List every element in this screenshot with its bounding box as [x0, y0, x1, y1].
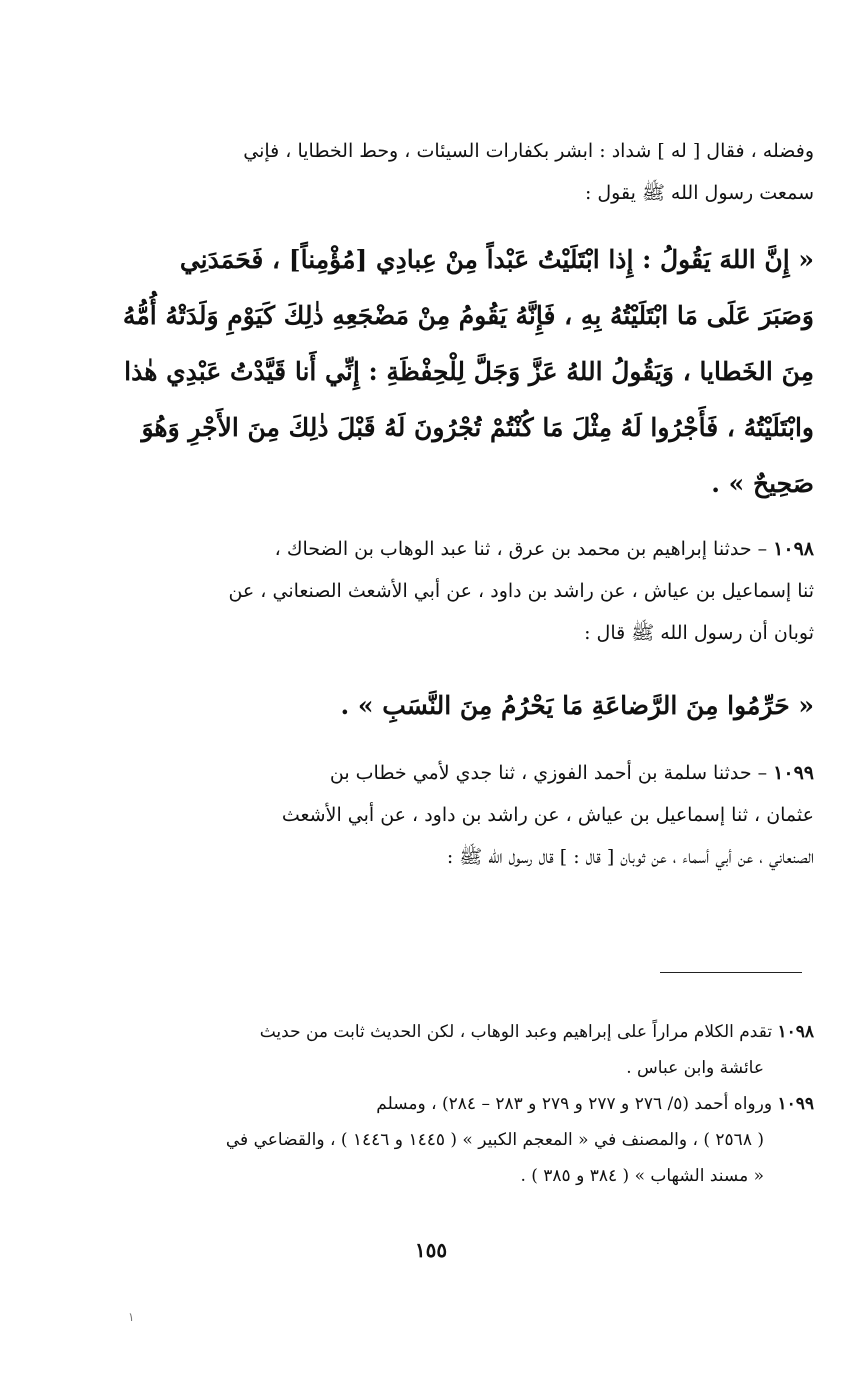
quote-line: « حَرِّمُوا مِنَ الرَّضاعَةِ مَا يَحْرُمُ مِنَ النَّسَبِ » .	[340, 691, 814, 720]
page-number: ١٥٥	[414, 1238, 448, 1262]
quote-line: مِنَ الخَطايا ، وَيَقُولُ اللهُ عَزَّ وَجَلَّ لِلْحِفْظَةِ : إِنِّي أَنا قَيَّدْتُ عَبْدِي هٰذا	[124, 357, 814, 386]
quote-line: وابْتَلَيْتُهُ ، فَأَجْرُوا لَهُ مِثْلَ مَا كُنْتُمْ تُجْرُونَ لَهُ قَبْلَ ذٰلِكَ مِنَ الأَجْرِ وَهُوَ	[141, 413, 814, 442]
quote-line: صَحِيحٌ » .	[711, 469, 814, 498]
footnote-line	[106, 1014, 814, 1050]
footnote-text: تقدم الكلام مراراً على إبراهيم وعبد الوهاب ، لكن الحديث ثابت من حديث	[259, 1022, 773, 1042]
footnote-text: ورواه أحمد (٥/ ٢٧٦ و ٢٧٧ و ٢٧٩ و ٢٨٣ – ٢٨٤) ، ومسلم	[376, 1094, 773, 1114]
text-line: ثنا إسماعيل بن عياش ، عن راشد بن داود ، عن أبي الأشعث الصنعاني ، عن	[228, 580, 814, 602]
footnotes	[106, 1014, 814, 1194]
intro-paragraph	[106, 130, 814, 214]
text-line	[106, 752, 814, 794]
text-line: ثوبان أن رسول الله ﷺ قال :	[584, 622, 814, 644]
hadith-number: ١٠٩٨	[773, 538, 814, 560]
quote-line: « إِنَّ اللهَ يَقُولُ : إِذا ابْتَلَيْتُ عَبْداً مِنْ عِبادِي [مُؤْمِناً] ، فَحَمَدَنِي	[179, 245, 814, 274]
footnote-line	[106, 1086, 814, 1122]
footnote-divider	[660, 972, 802, 973]
text-line: الصنعاني ، عن أبي أسماء ، عن ثوبان [ قال : ] قال رسول الله ﷺ :	[446, 846, 814, 868]
hadith-quote	[106, 680, 814, 732]
margin-mark: ١	[128, 1310, 135, 1324]
hadith-number: ١٠٩٩	[773, 762, 814, 784]
text-line: سمعت رسول الله ﷺ يقول :	[584, 182, 814, 204]
text-line: عثمان ، ثنا إسماعيل بن عياش ، عن راشد بن داود ، عن أبي الأشعث	[281, 804, 814, 826]
footnote-line: « مسند الشهاب » ( ٣٨٤ و ٣٨٥ ) .	[520, 1166, 764, 1186]
footnote-line: ( ٢٥٦٨ ) ، والمصنف في « المعجم الكبير » ( ١٤٤٥ و ١٤٤٦ ) ، والقضاعي في	[225, 1130, 764, 1150]
quote-line: وَصَبَرَ عَلَى مَا ابْتَلَيْتُهُ بِهِ ، فَإِنَّهُ يَقُومُ مِنْ مَضْجَعِهِ ذٰلِكَ كَيَوْمِ وَلَدَتْهُ أُمُّهُ	[122, 301, 814, 330]
text-line: – حدثنا إبراهيم بن محمد بن عرق ، ثنا عبد الوهاب بن الضحاك ،	[274, 538, 768, 560]
footnote-number: ١٠٩٨	[777, 1022, 814, 1042]
hadith-quote	[106, 232, 814, 512]
hadith-paragraph-1098	[106, 528, 814, 654]
hadith-paragraph-1099	[106, 752, 814, 878]
footnote-line: عائشة وابن عباس .	[626, 1058, 764, 1078]
text-line: – حدثنا سلمة بن أحمد الفوزي ، ثنا جدي لأمي خطاب بن	[329, 762, 768, 784]
text-line: وفضله ، فقال [ له ] شداد : ابشر بكفارات السيئات ، وحط الخطايا ، فإني	[243, 140, 814, 162]
text-line	[106, 528, 814, 570]
footnote-number: ١٠٩٩	[777, 1094, 814, 1114]
